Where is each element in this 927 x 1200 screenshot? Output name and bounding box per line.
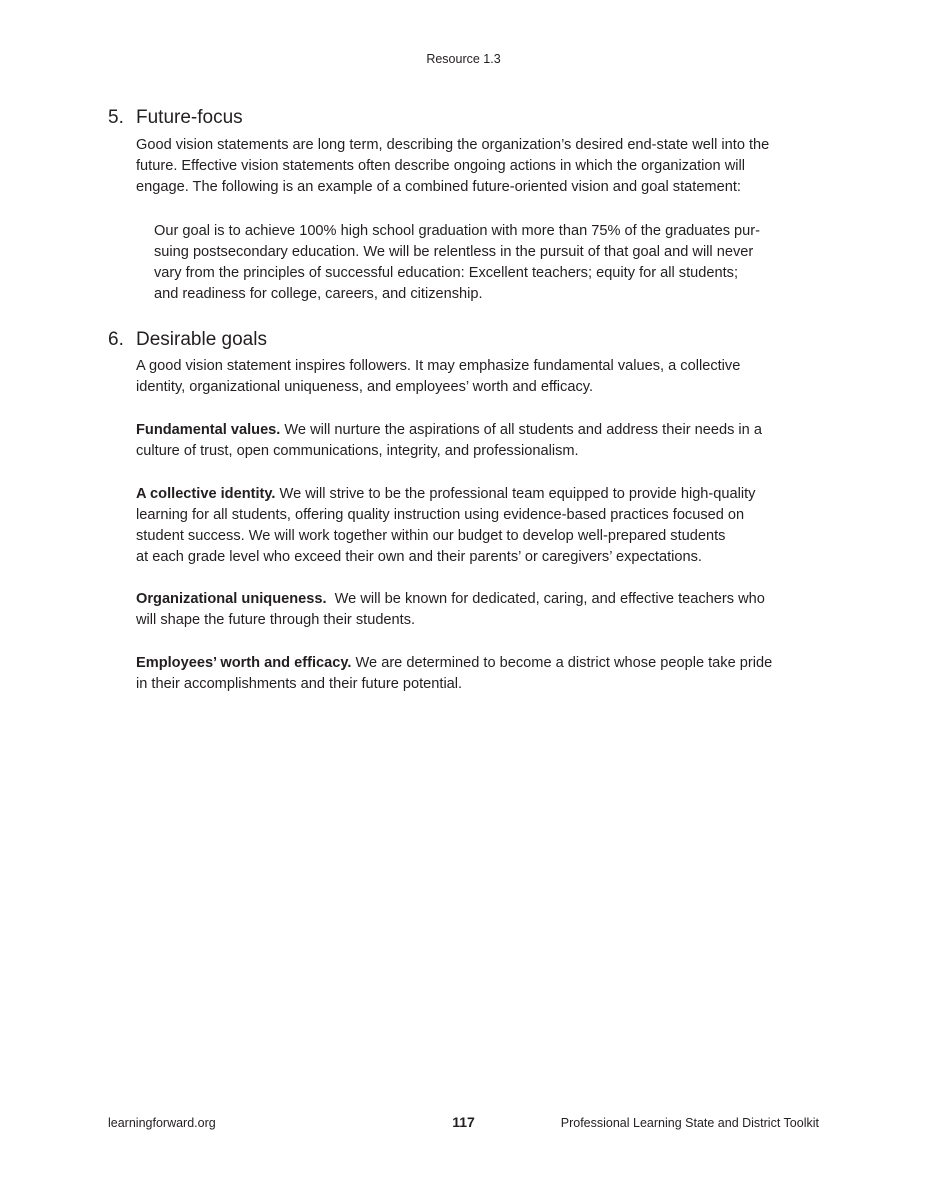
employees-worth-paragraph — [136, 653, 826, 695]
page-header: Resource 1.3 — [426, 52, 501, 66]
quote-line: suing postsecondary education. We will be relentless in the pursuit of that goal and will never — [154, 244, 754, 260]
fundamental-values-paragraph — [136, 420, 826, 462]
paragraph-line: learning for all students, offering quality instruction using evidence-based practices focused on — [136, 507, 745, 523]
paragraph-line: culture of trust, open communications, integrity, and professionalism. — [136, 443, 579, 459]
paragraph-line: engage. The following is an example of a combined future-oriented vision and goal statement: — [136, 179, 741, 195]
item-label: A collective identity. — [136, 486, 276, 502]
paragraph-line: identity, organizational uniqueness, and employees’ worth and efficacy. — [136, 379, 594, 395]
paragraph-line — [136, 653, 826, 674]
paragraph-line: Good vision statements are long term, describing the organization’s desired end-state well into the — [136, 137, 770, 153]
collective-identity-paragraph — [136, 484, 826, 568]
footer-website: learningforward.org — [108, 1116, 216, 1130]
section-6-heading — [108, 328, 267, 352]
paragraph-line: at each grade level who exceed their own and their parents’ or caregivers’ expectations. — [136, 549, 702, 565]
paragraph-line — [136, 589, 826, 610]
item-label: Fundamental values. — [136, 422, 281, 438]
section-5-number: 5. — [108, 107, 124, 128]
section-5-heading — [108, 106, 243, 130]
item-text: We will strive to be the professional team equipped to provide high-quality — [275, 486, 756, 502]
paragraph-line: will shape the future through their students. — [136, 612, 416, 628]
section-5-quote — [154, 221, 822, 305]
quote-line: and readiness for college, careers, and citizenship. — [154, 286, 483, 302]
paragraph-line: A good vision statement inspires followers. It may emphasize fundamental values, a collective — [136, 358, 741, 374]
item-text: We will be known for dedicated, caring, and effective teachers who — [326, 591, 765, 607]
paragraph-line — [136, 484, 826, 505]
quote-line: vary from the principles of successful education: Excellent teachers; equity for all students; — [154, 265, 739, 281]
item-text: We will nurture the aspirations of all students and address their needs in a — [280, 422, 762, 438]
item-text: We are determined to become a district whose people take pride — [351, 655, 773, 671]
organizational-uniqueness-paragraph — [136, 589, 826, 631]
section-6-title: Desirable goals — [136, 329, 267, 350]
section-5-paragraph — [136, 135, 826, 198]
item-label: Organizational uniqueness. — [136, 591, 327, 607]
paragraph-line: in their accomplishments and their future potential. — [136, 676, 463, 692]
section-6-intro — [136, 356, 826, 398]
quote-line: Our goal is to achieve 100% high school graduation with more than 75% of the graduates pur- — [154, 223, 761, 239]
paragraph-line: student success. We will work together within our budget to develop well-prepared students — [136, 528, 726, 544]
item-label: Employees’ worth and efficacy. — [136, 655, 352, 671]
paragraph-line — [136, 420, 826, 441]
section-5-title: Future-focus — [136, 107, 243, 128]
section-6-number: 6. — [108, 329, 124, 350]
page-number: 117 — [452, 1114, 475, 1130]
footer-publication-title: Professional Learning State and District Toolkit — [560, 1116, 819, 1130]
paragraph-line: future. Effective vision statements often describe ongoing actions in which the organization will — [136, 158, 745, 174]
